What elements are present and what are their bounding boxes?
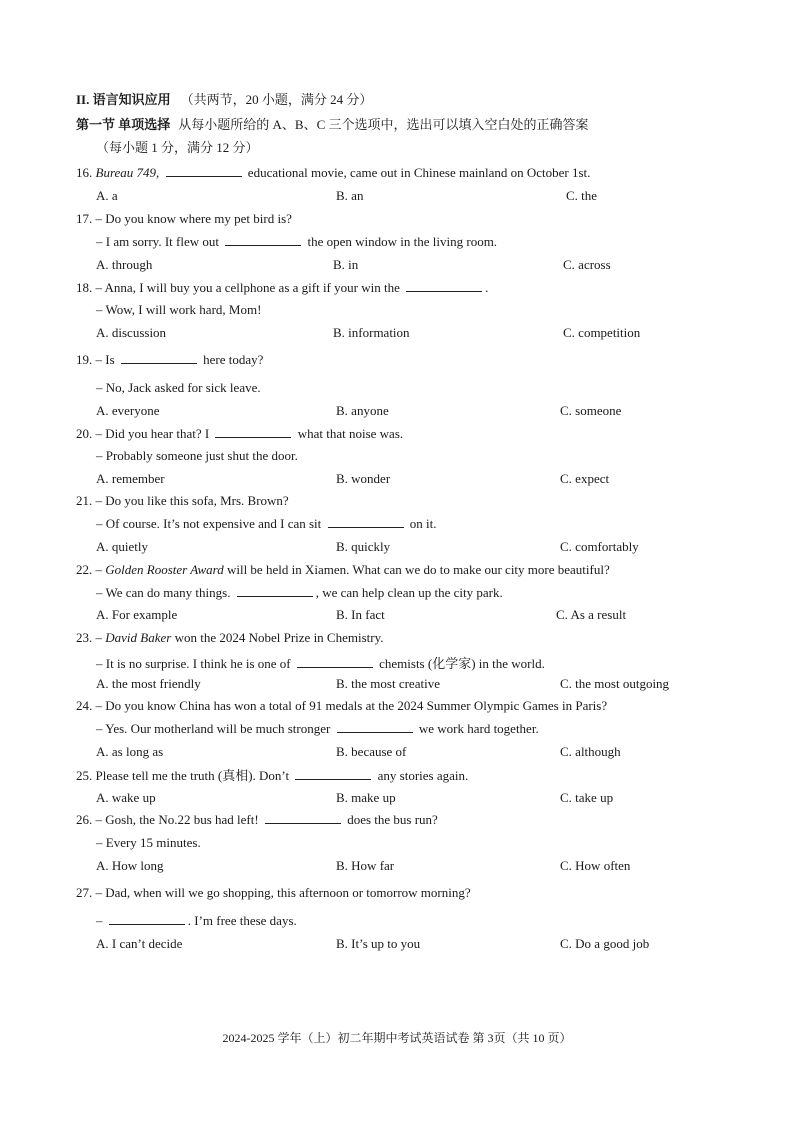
- answer-blank: [297, 656, 373, 668]
- question-26: 26. – Gosh, the No.22 bus had left! does the bus run?: [76, 812, 438, 827]
- answer-blank: [337, 721, 413, 733]
- answer-blank: [109, 913, 185, 925]
- option-b: B. How far: [336, 858, 395, 873]
- option-c: C. competition: [563, 325, 641, 340]
- option-b: B. an: [336, 188, 364, 203]
- question-23: 23. – David Baker won the 2024 Nobel Prize in Chemistry.: [76, 630, 384, 645]
- question-23-reply: – It is no surprise. I think he is one of chemists (化学家) in the world.: [96, 656, 545, 671]
- question-27: 27. – Dad, when will we go shopping, this afternoon or tomorrow morning?: [76, 885, 471, 900]
- question-20: 20. – Did you hear that? I what that noise was.: [76, 426, 404, 441]
- question-18-reply: – Wow, I will work hard, Mom!: [96, 302, 262, 317]
- question-24: 24. – Do you know China has won a total of 91 medals at the 2024 Summer Olympic Games in Paris?: [76, 698, 608, 713]
- option-b: B. anyone: [336, 403, 389, 418]
- question-27-reply: – . I’m free these days.: [96, 913, 297, 928]
- question-21-reply: – Of course. It’s not expensive and I can sit on it.: [96, 516, 437, 531]
- option-a: A. the most friendly: [96, 676, 201, 691]
- option-b: B. quickly: [336, 539, 391, 554]
- answer-blank: [166, 165, 242, 177]
- question-18: 18. – Anna, I will buy you a cellphone as a gift if your win the .: [76, 280, 489, 295]
- answer-blank: [295, 768, 371, 780]
- answer-blank: [215, 426, 291, 438]
- option-a: A. through: [96, 257, 153, 272]
- option-c: C. the: [566, 188, 598, 203]
- option-c: C. expect: [560, 471, 610, 486]
- option-b: B. in: [333, 257, 359, 272]
- award-title: Golden Rooster Award: [105, 562, 224, 577]
- question-19-reply: – No, Jack asked for sick leave.: [96, 380, 261, 395]
- question-26-reply: – Every 15 minutes.: [96, 835, 201, 850]
- option-a: A. discussion: [96, 325, 167, 340]
- question-24-reply: – Yes. Our motherland will be much stronger we work hard together.: [96, 721, 539, 736]
- option-a: A. quietly: [96, 539, 148, 554]
- option-b: B. In fact: [336, 607, 385, 622]
- answer-blank: [121, 352, 197, 364]
- movie-title: Bureau 749: [95, 165, 157, 180]
- option-c: C. although: [560, 744, 621, 759]
- option-a: A. I can’t decide: [96, 936, 183, 951]
- answer-blank: [328, 516, 404, 528]
- option-a: A. wake up: [96, 790, 156, 805]
- option-c: C. As a result: [556, 607, 627, 622]
- option-b: B. information: [333, 325, 410, 340]
- option-b: B. make up: [336, 790, 396, 805]
- option-a: A. For example: [96, 607, 178, 622]
- option-a: A. everyone: [96, 403, 160, 418]
- question-16: 16. Bureau 749, educational movie, came out in Chinese mainland on October 1st.: [76, 165, 591, 180]
- option-b: B. because of: [336, 744, 407, 759]
- question-20-reply: – Probably someone just shut the door.: [96, 448, 298, 463]
- option-c: C. comfortably: [560, 539, 639, 554]
- option-b: B. wonder: [336, 471, 391, 486]
- question-17-reply: – I am sorry. It flew out the open window in the living room.: [96, 234, 498, 249]
- option-c: C. someone: [560, 403, 622, 418]
- option-a: A. How long: [96, 858, 164, 873]
- option-c: C. take up: [560, 790, 614, 805]
- option-a: A. as long as: [96, 744, 164, 759]
- option-c: C. the most outgoing: [560, 676, 670, 691]
- section-title: II. 语言知识应用: [76, 92, 171, 107]
- option-a: A. a: [96, 188, 118, 203]
- question-22: 22. – Golden Rooster Award will be held in Xiamen. What can we do to make our city more beautiful?: [76, 562, 610, 577]
- answer-blank: [406, 280, 482, 292]
- option-c: C. across: [563, 257, 611, 272]
- answer-blank: [265, 812, 341, 824]
- part-header: [76, 114, 589, 133]
- answer-blank: [237, 585, 313, 597]
- part-title: 第一节 单项选择: [76, 117, 171, 132]
- question-17: 17. – Do you know where my pet bird is?: [76, 211, 292, 226]
- part-instruction: 从每小题所给的 A、B、C 三个选项中，选出可以填入空白处的正确答案: [178, 117, 589, 132]
- option-b: B. It’s up to you: [336, 936, 421, 951]
- person-name: David Baker: [105, 630, 172, 645]
- option-a: A. remember: [96, 471, 165, 486]
- page-footer: 2024-2025 学年（上）初二年期中考试英语试卷 第 3页（共 10 页）: [222, 1031, 572, 1045]
- question-21: 21. – Do you like this sofa, Mrs. Brown?: [76, 493, 289, 508]
- question-19: 19. – Is here today?: [76, 352, 264, 367]
- section-header: [76, 89, 372, 108]
- part-score: （每小题 1 分，满分 12 分）: [96, 140, 259, 155]
- option-c: C. Do a good job: [560, 936, 650, 951]
- question-22-reply: – We can do many things. , we can help clean up the city park.: [96, 585, 503, 600]
- section-note: （共两节，20 小题，满分 24 分）: [180, 92, 373, 107]
- question-25: 25. Please tell me the truth (真相). Don’t any stories again.: [76, 768, 469, 783]
- option-b: B. the most creative: [336, 676, 440, 691]
- option-c: C. How often: [560, 858, 631, 873]
- answer-blank: [225, 234, 301, 246]
